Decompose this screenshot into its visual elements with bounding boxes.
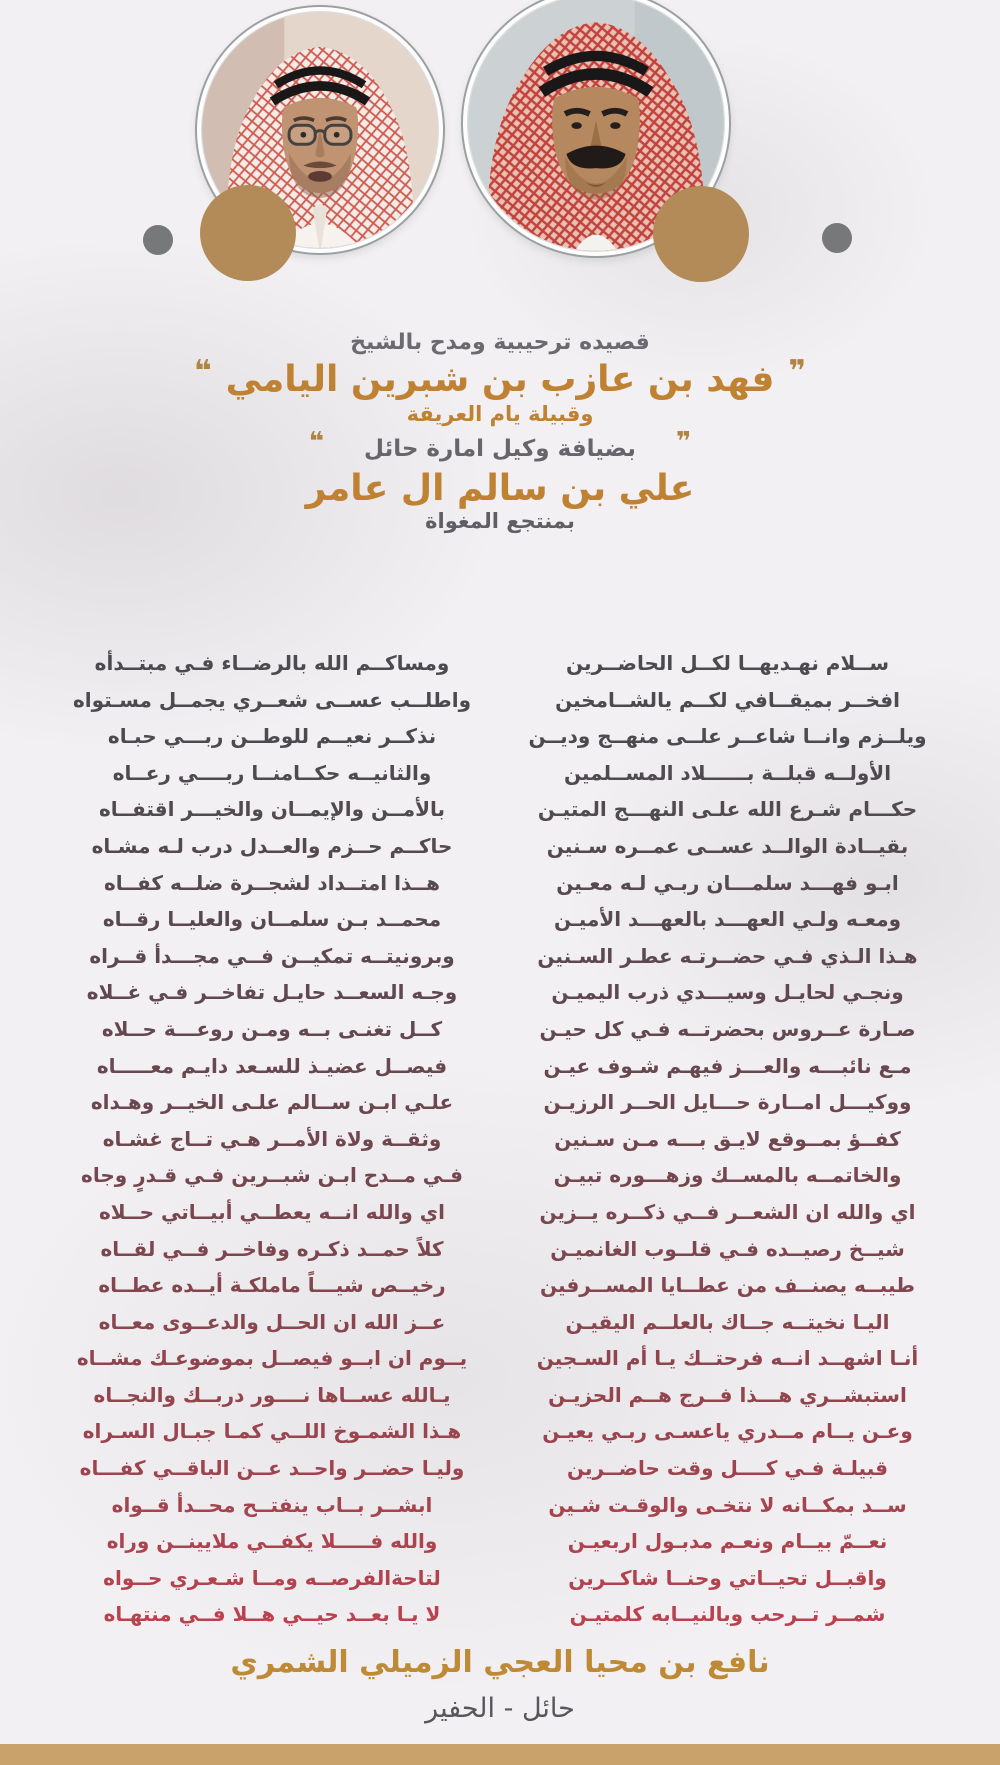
verse-line: نعــمّ بيــام ونعـم مدبـول اربعيـن	[567, 1529, 888, 1554]
verse-line: مـع نائبـــه والعـــز فيهـم شـوف عيـن	[543, 1053, 912, 1078]
verse-line: ووكيـــل امــارة حـــايل الحــر الرزيـن	[543, 1090, 912, 1115]
verse-line: محمــد بـن سلمــان والعليــا رقــاه	[102, 907, 442, 932]
verse-line: هـذا الـذي فـي حضــرتـه عطـر السـنين	[537, 943, 918, 968]
verse-line: اليـا نخيتــه جــاك بالعلــم اليقيـن	[565, 1309, 890, 1334]
gray-dot-left	[143, 225, 173, 255]
tan-circle-left	[200, 185, 296, 281]
verse-line: أنـا اشهــد انــه فرحتــك يـا أم السـجين	[536, 1346, 919, 1371]
verse-line: يــوم ان ابــو فيصــل بموضوعـك مشــاه	[76, 1346, 468, 1371]
gray-dot-right	[822, 223, 852, 253]
verse-line: ونجـي لحايـل وسيـــدي ذرب اليميـن	[551, 980, 904, 1005]
verse-line: واطلــب عســى شعــري يجمــل مسـتواه	[72, 687, 472, 712]
verse-line: ومساكــم الله بالرضــاء فـي مبتــدأه	[94, 651, 450, 675]
verse-line: لا يـا بعــد حيــي هــلا فــي منتهـاه	[103, 1602, 441, 1627]
verse-line: شمــر تــرحب وبالنيــابه كلمتيـن	[569, 1602, 886, 1627]
verse-line: وبرونيتــه تمكيــن فــي مجـــدأ قــراه	[89, 943, 455, 968]
verse-line: كــل تغنـى بــه ومـن روعـــة حــلاه	[101, 1016, 443, 1041]
verse-line: بالأمــن والإيمــان والخيـــر اقتفــاه	[98, 797, 446, 822]
verse-line: والثانيــه حكــامنــا ربــــي رعــاه	[112, 760, 432, 785]
verse-line: يـالله عســاها نــــور دربــك والنجــاه	[93, 1382, 451, 1407]
header	[0, 330, 1000, 533]
verse-line: فيصــل عضيـذ للسـعد دايـم معـــــاه	[96, 1053, 448, 1078]
verse-line: طيبــه يصنــف من عطــايا المســرفين	[540, 1273, 915, 1298]
verse-line: ويلــزم وانــا شاعــر علــى منهــج وديــن	[528, 724, 927, 749]
verse-line: شيــخ رصيــده فـي قلــوب الغانميـن	[550, 1236, 905, 1261]
verse-line: وجـه السعــد حايـل تفاخــر فـي غــلاه	[86, 980, 458, 1005]
verse-line: هــذا امتــداد لشجــرة ضلــه كفــاه	[103, 870, 441, 895]
verse-line: نذكــر نعيــم للوطــن ربـــي حبـاه	[107, 724, 437, 749]
verse-line: ومعـه ولـي العهـــد بالعهـــد الأميـن	[553, 907, 902, 932]
tan-circle-right	[653, 186, 749, 282]
verse-line: ســد بمكــانه لا نتخـى والوقـت شـين	[548, 1492, 907, 1517]
sheikh-name: فهد بن عازب بن شبرين اليامي	[225, 359, 775, 400]
verse-line: لتاحةالفرصــه ومــا شـعـري حــواه	[103, 1565, 441, 1590]
poem-column-left	[62, 645, 482, 1633]
verse-line: اي والله انــه يعطــي أبيــاتي حــلاه	[99, 1199, 445, 1224]
poet-name-row	[0, 1645, 1000, 1680]
footer-bar	[0, 1744, 1000, 1765]
verse-line: واقبــل تحيــاتي وحنــا شاكــرين	[568, 1565, 887, 1590]
verse-line: الأولــه قبلــة بــــــلاد المســلمين	[563, 760, 892, 785]
verse-line: علـي ابـن ســالم علـى الخيــر وهـداه	[90, 1090, 454, 1115]
verse-line: ابشــر بــاب ينفتــح محــدأ قــواه	[111, 1492, 433, 1517]
verse-line: وثقــة ولاة الأمــر هـي تــاج غشـاه	[102, 1126, 442, 1151]
verse-line: فـي مــدح ابـن شبــرين فـي قـدرٍ وجاه	[81, 1163, 463, 1188]
verse-line: افخــر بميقــافي لكــم يالشــامخين	[555, 687, 900, 712]
verse-line: ســلام نهـديهــا لكــل الحاضــرين	[566, 651, 889, 675]
venue-line: بمنتجع المغواة	[425, 509, 575, 533]
verse-line: هـذا الشمـوخ اللــي كمـا جبـال السـراه	[82, 1419, 462, 1444]
verse-line: رخيــص شيـــاً ماملكـة أيــده عطــاه	[98, 1273, 446, 1298]
hosting-text: بضيافة وكيل امارة حائل	[364, 436, 636, 462]
host-name: علي بن سالم ال عامر	[305, 468, 695, 509]
sheikh-name-line: ❞فهد بن عازب بن شبرين اليامي❝	[193, 354, 807, 400]
poet-location: حائل - الحفير	[425, 1693, 575, 1724]
verse-line: وعـن يــام مــدري ياعسـى ربـي يعيـن	[542, 1419, 913, 1444]
verse-line: صـارة عــروس بحضرتــه فـي كل حيـن	[539, 1016, 916, 1041]
verse-line: بقيــادة الوالــد عســى عمــره سـنين	[546, 833, 909, 858]
poem-column-right	[500, 645, 955, 1633]
verse-line: والله فـــــلا يكفــي ملايينــن وراه	[106, 1529, 438, 1554]
header-subtitle: قصيده ترحيبية ومدح بالشيخ	[350, 330, 650, 355]
verse-line: استبشــري هـــذا فــرج هــم الحزيـن	[548, 1382, 907, 1407]
verse-line: كفــؤ بمــوقع لايـق بـــه مـن سـنين	[554, 1126, 901, 1151]
verse-line: عــز الله ان الحــل والدعــوى معــاه	[98, 1309, 446, 1334]
poet-name: نافع بن محيا العجي الزميلي الشمري	[230, 1645, 770, 1680]
verse-line: حاكــم حــزم والعــدل درب لـه مشـاه	[91, 833, 453, 858]
poet-location-row	[0, 1693, 1000, 1724]
verse-line: ابـو فهـــد سلمـــان ربـي لـه معـين	[556, 870, 899, 895]
verse-line: وليـا حضــر واحــد عــن الباقــي كفـــاه	[79, 1456, 465, 1481]
verse-line: قبيلـة فـي كــــل وقت حاضــرين	[567, 1456, 888, 1481]
verse-line: اي والله ان الشعــر فــي ذكــره يــزين	[539, 1199, 916, 1224]
hosting-line: ❞بضيافة وكيل امارة حائل❝	[308, 427, 692, 462]
tribe-line: وقبيلة يام العريقة	[406, 402, 594, 426]
verse-line: والخاتمــه بالمســك وزهـــوره تبيـن	[553, 1163, 902, 1188]
verse-line: كلاً حمــد ذكـره وفاخــر فــي لقــاه	[100, 1236, 444, 1261]
verse-line: حكـــام شـرع الله علـى النهـــج المتيـن	[537, 797, 918, 822]
